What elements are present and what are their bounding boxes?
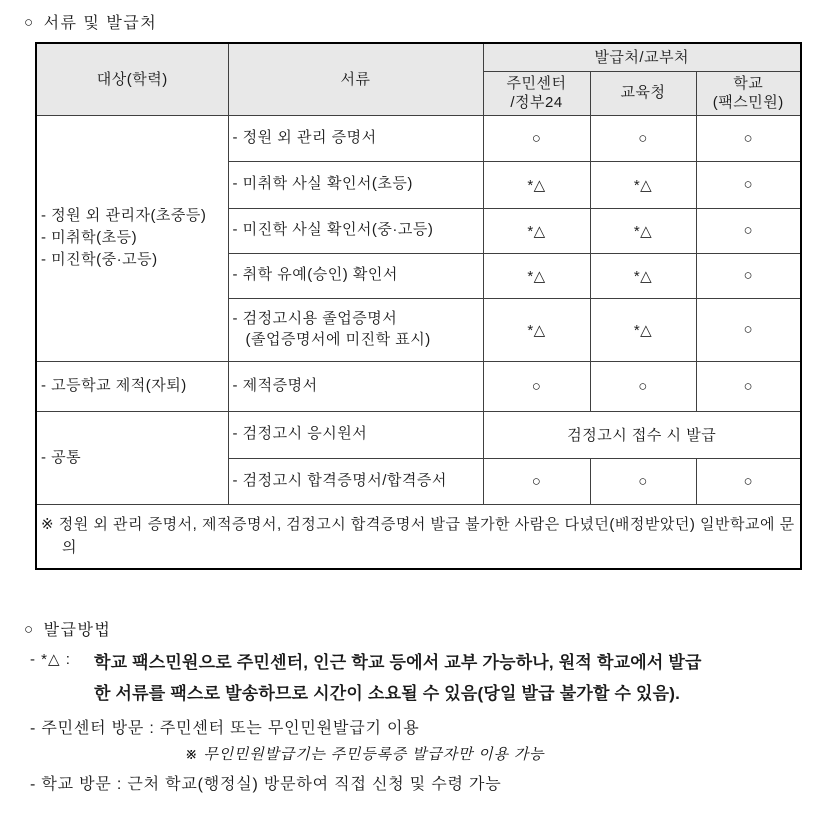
header-target: 대상(학력) [36,43,228,115]
mark-community-center: ○ [483,115,590,161]
mark-school: ○ [696,208,801,253]
method-fax-line2: 한 서류를 팩스로 발송하므로 시간이 소요될 수 있음(당일 발급 불가할 수 있음). [94,684,681,704]
mark-education-office: *△ [590,161,696,208]
section-title-documents [24,10,840,33]
footnote-cell [36,504,801,569]
method-item-fax [30,647,840,710]
merged-issuance-note-cell: 검정고시 접수 시 발급 [483,411,801,458]
table-row [36,115,801,161]
section-title-documents-label: 서류 및 발급처 [43,15,158,32]
mark-education-office: ○ [590,115,696,161]
mark-education-office: ○ [590,458,696,504]
mark-education-office: *△ [590,253,696,298]
table-header-row-1 [36,43,801,71]
header-school-fax [696,71,801,115]
method-fax-description [94,647,794,710]
document-name-line2: (졸업증명서에 미진학 표시) [245,330,431,348]
document-name-cell: - 정원 외 관리 증명서 [228,115,483,161]
header-school-fax-line2: (팩스민원) [712,94,784,111]
target-line: - 미진학(중·고등) [41,250,158,268]
document-name-cell: - 취학 유예(승인) 확인서 [228,253,483,298]
document-name-cell: - 미진학 사실 확인서(중·고등) [228,208,483,253]
mark-school: ○ [696,115,801,161]
mark-community-center: ○ [483,361,590,411]
table-row [36,361,801,411]
mark-education-office: ○ [590,361,696,411]
document-name-cell [228,298,483,361]
mark-school: ○ [696,253,801,298]
triangle-mark-prefix: - *△ : [30,651,71,668]
mark-community-center: *△ [483,253,590,298]
mark-education-office: *△ [590,208,696,253]
header-issuer-group: 발급처/교부처 [483,43,801,71]
target-group2-cell: - 고등학교 제적(자퇴) [36,361,228,411]
method-item-community-center: - 주민센터 방문 : 주민센터 또는 무인민원발급기 이용 [30,719,420,737]
section-title-methods-label: 발급방법 [43,622,112,639]
target-line: - 정원 외 관리자(초중등) [41,207,207,225]
table-footnote-row [36,504,801,569]
mark-school: ○ [696,361,801,411]
mark-education-office: *△ [590,298,696,361]
documents-issuers-table [35,42,802,570]
header-community-center [483,71,590,115]
mark-school: ○ [696,298,801,361]
circle-bullet-icon: ○ [24,621,35,638]
mark-school: ○ [696,458,801,504]
circle-bullet-icon: ○ [24,14,35,31]
table-row [36,411,801,458]
header-school-fax-line1: 학교 [733,74,764,92]
target-line: - 미취학(초등) [41,229,138,247]
method-item-school-visit: - 학교 방문 : 근처 학교(행정실) 방문하여 직접 신청 및 수령 가능 [30,776,502,794]
target-group3-cell: - 공통 [36,411,228,504]
mark-school: ○ [696,161,801,208]
method-kiosk-note: ※ 무인민원발급기는 주민등록증 발급자만 이용 가능 [185,746,545,764]
header-document: 서류 [228,43,483,115]
mark-community-center: ○ [483,458,590,504]
document-name-cell: - 미취학 사실 확인서(초등) [228,161,483,208]
target-group1-cell [36,115,228,361]
header-education-office: 교육청 [590,71,696,115]
document-name-cell: - 검정고시 합격증명서/합격증서 [228,458,483,504]
header-community-center-line2: /정부24 [510,94,563,111]
document-name-cell: - 검정고시 응시원서 [228,411,483,458]
header-community-center-line1: 주민센터 [506,74,567,92]
mark-community-center: *△ [483,161,590,208]
section-title-methods [24,617,840,640]
method-fax-line1: 학교 팩스민원으로 주민센터, 인근 학교 등에서 교부 가능하나, 원적 학교에서 발급 [94,653,702,672]
document-name-cell: - 제적증명서 [228,361,483,411]
mark-community-center: *△ [483,208,590,253]
mark-community-center: *△ [483,298,590,361]
issuance-methods-section [0,617,840,799]
document-name-line1: - 검정고시용 졸업증명서 [232,310,398,328]
footnote-text: ※ 정원 외 관리 증명서, 제적증명서, 검정고시 합격증명서 발급 불가한 사람은 다녔던(배정받았던) 일반학교에 문의 [41,516,795,557]
